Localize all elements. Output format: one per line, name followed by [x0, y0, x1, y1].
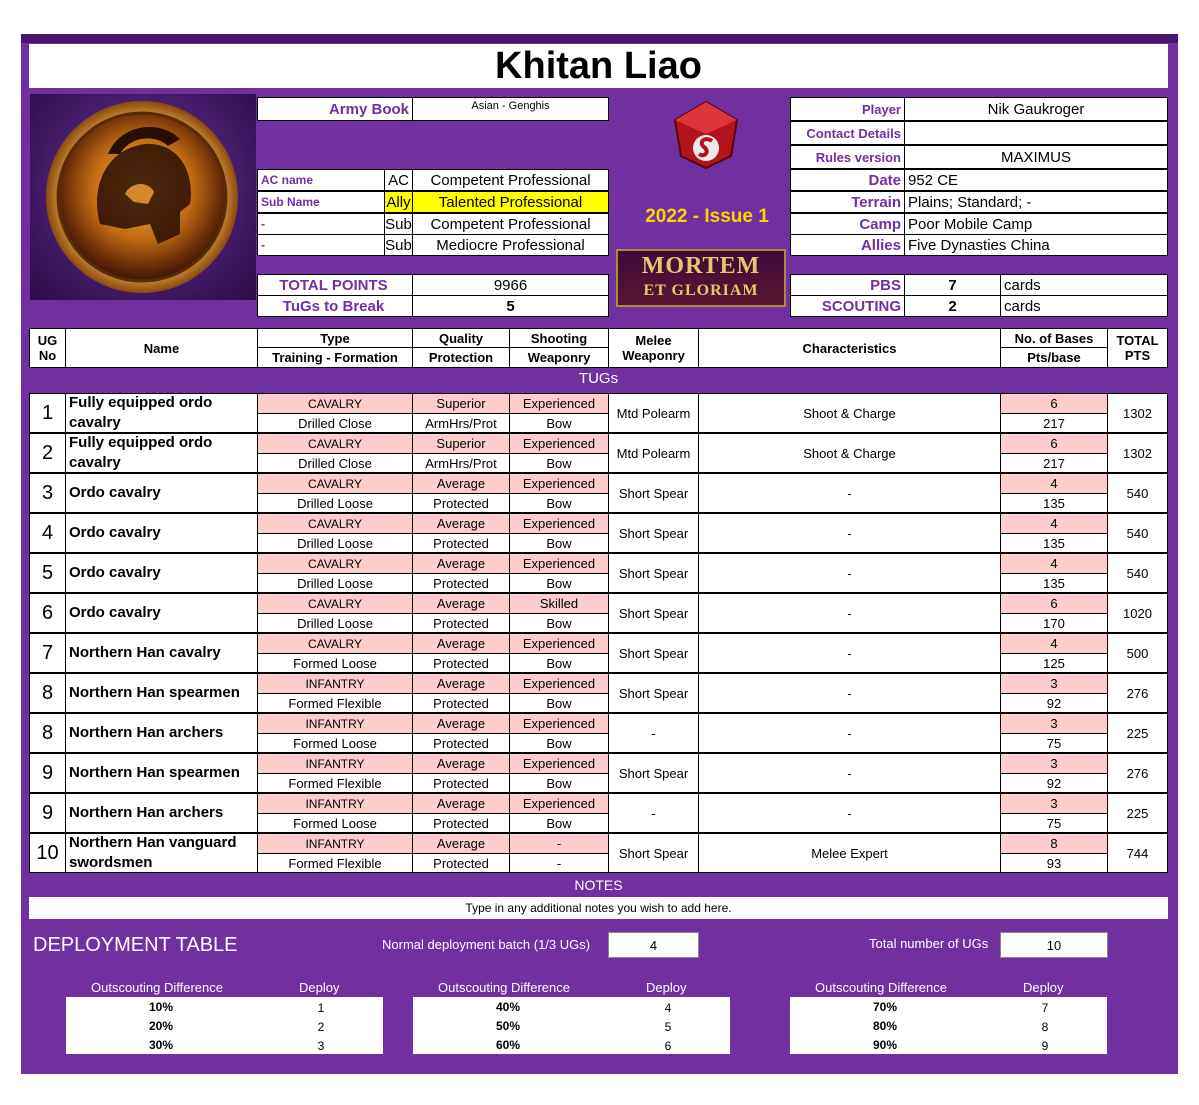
unit-training: Formed Loose — [257, 813, 413, 833]
unit-no: 1 — [29, 393, 66, 433]
info-label: Player — [790, 97, 905, 121]
unit-total: 225 — [1107, 713, 1168, 753]
deploy-value: 3 — [317, 1039, 325, 1053]
ac-row-label: - — [257, 213, 385, 235]
tugs-section-label: TUGs — [578, 370, 619, 387]
unit-protection: Protected — [412, 773, 510, 793]
unit-melee: Mtd Polearm — [608, 433, 699, 473]
info-value[interactable]: Plains; Standard; - — [904, 191, 1168, 213]
unit-pts-base: 135 — [1000, 573, 1108, 593]
unit-name[interactable]: Northern Han archers — [65, 793, 258, 833]
unit-training: Drilled Close — [257, 413, 413, 433]
top-bar — [21, 34, 1178, 43]
unit-weaponry: Bow — [509, 413, 609, 433]
army-book-value[interactable]: Asian - Genghis — [412, 97, 609, 121]
unit-characteristics: - — [698, 553, 1001, 593]
unit-weaponry: Bow — [509, 773, 609, 793]
info-label: Camp — [790, 213, 905, 235]
unit-weaponry: Bow — [509, 453, 609, 473]
unit-weaponry: Bow — [509, 693, 609, 713]
deploy-value: 8 — [1041, 1020, 1049, 1034]
unit-shooting: Experienced — [509, 473, 609, 494]
unit-type: INFANTRY — [257, 753, 413, 774]
unit-characteristics: - — [698, 513, 1001, 553]
unit-shooting: Experienced — [509, 433, 609, 454]
unit-quality: Average — [412, 793, 510, 814]
ac-row-value[interactable]: Mediocre Professional — [412, 234, 609, 256]
unit-bases: 4 — [1000, 553, 1108, 574]
army-title: Khitan Liao — [29, 44, 1168, 88]
unit-pts-base: 92 — [1000, 693, 1108, 713]
unit-total: 276 — [1107, 673, 1168, 713]
unit-quality: Superior — [412, 433, 510, 454]
unit-no: 8 — [29, 673, 66, 713]
unit-total: 744 — [1107, 833, 1168, 873]
unit-total: 540 — [1107, 513, 1168, 553]
unit-characteristics: Shoot & Charge — [698, 393, 1001, 433]
deployment-table-title: DEPLOYMENT TABLE — [33, 934, 238, 956]
header-bases: No. of Bases — [1000, 328, 1108, 348]
deploy-value: 6 — [664, 1039, 672, 1053]
unit-quality: Average — [412, 713, 510, 734]
unit-total: 1020 — [1107, 593, 1168, 633]
tugs-break-label: TuGs to Break — [257, 295, 413, 317]
info-label: Allies — [790, 234, 905, 256]
unit-no: 7 — [29, 633, 66, 673]
unit-weaponry: Bow — [509, 733, 609, 753]
deploy-value: 5 — [664, 1020, 672, 1034]
unit-protection: Protected — [412, 493, 510, 513]
deployment-subtable — [790, 997, 1107, 1054]
ac-row-label: - — [257, 234, 385, 256]
unit-melee: Short Spear — [608, 593, 699, 633]
unit-weaponry: Bow — [509, 653, 609, 673]
pbs-unit: cards — [1000, 274, 1168, 296]
info-value[interactable]: 952 CE — [904, 169, 1168, 191]
unit-protection: Protected — [412, 533, 510, 553]
unit-shooting: Skilled — [509, 593, 609, 614]
ac-row-code: AC — [384, 169, 413, 191]
unit-weaponry: Bow — [509, 613, 609, 633]
unit-bases: 6 — [1000, 393, 1108, 414]
unit-training: Formed Flexible — [257, 773, 413, 793]
unit-training: Formed Flexible — [257, 853, 413, 873]
unit-no: 10 — [29, 833, 66, 873]
unit-total: 1302 — [1107, 433, 1168, 473]
deployment-subtable — [413, 997, 730, 1054]
scouting-label: SCOUTING — [790, 295, 905, 317]
pbs-value: 7 — [904, 274, 1001, 296]
unit-bases: 3 — [1000, 713, 1108, 734]
unit-characteristics: - — [698, 793, 1001, 833]
outscouting-diff: 50% — [495, 1019, 521, 1033]
unit-pts-base: 75 — [1000, 733, 1108, 753]
issue-label: 2022 - Issue 1 — [645, 206, 769, 227]
unit-type: INFANTRY — [257, 713, 413, 734]
unit-name[interactable]: Ordo cavalry — [65, 513, 258, 553]
header-weaponry: Weaponry — [509, 347, 609, 368]
unit-no: 2 — [29, 433, 66, 473]
unit-pts-base: 170 — [1000, 613, 1108, 633]
ac-row-code: Ally — [384, 191, 413, 213]
header-characteristics: Characteristics — [698, 328, 1001, 368]
unit-name[interactable]: Northern Han cavalry — [65, 633, 258, 673]
unit-protection: Protected — [412, 853, 510, 873]
unit-no: 5 — [29, 553, 66, 593]
total-points-value: 9966 — [412, 274, 609, 296]
unit-type: CAVALRY — [257, 633, 413, 654]
batch-label: Normal deployment batch (1/3 UGs) — [382, 937, 591, 952]
deploy-value: 2 — [317, 1020, 325, 1034]
notes-field[interactable]: Type in any additional notes you wish to add here. — [29, 897, 1168, 919]
outscouting-header: Outscouting Difference — [438, 980, 570, 995]
total-points-label: TOTAL POINTS — [257, 274, 413, 296]
unit-no: 3 — [29, 473, 66, 513]
unit-melee: Short Spear — [608, 673, 699, 713]
info-value[interactable]: Five Dynasties China — [904, 234, 1168, 256]
info-label: Rules version — [790, 145, 905, 169]
unit-melee: Short Spear — [608, 833, 699, 873]
unit-bases: 6 — [1000, 593, 1108, 614]
unit-no: 4 — [29, 513, 66, 553]
header-training: Training - Formation — [257, 347, 413, 368]
unit-melee: Short Spear — [608, 513, 699, 553]
unit-weaponry: Bow — [509, 493, 609, 513]
unit-shooting: - — [509, 833, 609, 854]
unit-protection: Protected — [412, 653, 510, 673]
notes-section-label: NOTES — [574, 877, 623, 893]
unit-name[interactable]: Ordo cavalry — [65, 473, 258, 513]
unit-protection: Protected — [412, 613, 510, 633]
unit-pts-base: 135 — [1000, 493, 1108, 513]
info-value[interactable]: Poor Mobile Camp — [904, 213, 1168, 235]
header-ug-no: UG No — [29, 328, 66, 368]
unit-quality: Average — [412, 593, 510, 614]
unit-characteristics: Shoot & Charge — [698, 433, 1001, 473]
total-ugs-value: 10 — [1000, 932, 1108, 958]
unit-bases: 4 — [1000, 633, 1108, 654]
unit-characteristics: - — [698, 713, 1001, 753]
unit-quality: Average — [412, 513, 510, 534]
header-melee: Melee Weaponry — [608, 328, 699, 368]
unit-bases: 6 — [1000, 433, 1108, 454]
unit-protection: Protected — [412, 693, 510, 713]
deploy-value: 1 — [317, 1001, 325, 1015]
info-label: Contact Details — [790, 121, 905, 145]
unit-weaponry: Bow — [509, 533, 609, 553]
outscouting-header: Outscouting Difference — [815, 980, 947, 995]
unit-shooting: Experienced — [509, 673, 609, 694]
unit-name[interactable]: Northern Han spearmen — [65, 673, 258, 713]
unit-bases: 8 — [1000, 833, 1108, 854]
unit-training: Formed Loose — [257, 733, 413, 753]
unit-pts-base: 135 — [1000, 533, 1108, 553]
unit-total: 276 — [1107, 753, 1168, 793]
unit-melee: - — [608, 793, 699, 833]
info-value[interactable]: Nik Gaukroger — [904, 97, 1168, 121]
unit-weaponry: Bow — [509, 573, 609, 593]
unit-type: CAVALRY — [257, 473, 413, 494]
header-shooting: Shooting — [509, 328, 609, 348]
ac-row-value[interactable]: Talented Professional — [412, 191, 609, 213]
unit-type: CAVALRY — [257, 553, 413, 574]
unit-training: Drilled Loose — [257, 493, 413, 513]
unit-quality: Average — [412, 553, 510, 574]
header-quality: Quality — [412, 328, 510, 348]
pbs-label: PBS — [790, 274, 905, 296]
unit-characteristics: - — [698, 753, 1001, 793]
unit-total: 540 — [1107, 553, 1168, 593]
unit-no: 8 — [29, 713, 66, 753]
unit-shooting: Experienced — [509, 753, 609, 774]
unit-bases: 3 — [1000, 793, 1108, 814]
unit-name[interactable]: Fully equipped ordo cavalry — [65, 393, 258, 433]
unit-quality: Average — [412, 753, 510, 774]
unit-name[interactable]: Fully equipped ordo cavalry — [65, 433, 258, 473]
unit-name[interactable]: Ordo cavalry — [65, 553, 258, 593]
unit-training: Drilled Loose — [257, 533, 413, 553]
info-label: Terrain — [790, 191, 905, 213]
unit-pts-base: 75 — [1000, 813, 1108, 833]
outscouting-diff: 90% — [872, 1038, 898, 1052]
unit-name[interactable]: Northern Han spearmen — [65, 753, 258, 793]
unit-melee: Short Spear — [608, 553, 699, 593]
unit-no: 6 — [29, 593, 66, 633]
unit-type: CAVALRY — [257, 513, 413, 534]
unit-quality: Superior — [412, 393, 510, 414]
unit-training: Drilled Loose — [257, 573, 413, 593]
unit-type: INFANTRY — [257, 673, 413, 694]
outscouting-diff: 30% — [148, 1038, 174, 1052]
unit-weaponry: - — [509, 853, 609, 873]
total-ugs-label: Total number of UGs — [869, 936, 989, 951]
unit-name[interactable]: Northern Han archers — [65, 713, 258, 753]
unit-shooting: Experienced — [509, 393, 609, 414]
deploy-value: 9 — [1041, 1039, 1049, 1053]
scouting-unit: cards — [1000, 295, 1168, 317]
outscouting-header: Outscouting Difference — [91, 980, 223, 995]
deploy-header: Deploy — [299, 980, 340, 995]
unit-quality: Average — [412, 473, 510, 494]
unit-protection: ArmHrs/Prot — [412, 453, 510, 473]
deploy-header: Deploy — [1023, 980, 1064, 995]
army-book-label: Army Book — [257, 97, 413, 121]
unit-type: CAVALRY — [257, 433, 413, 454]
info-value[interactable] — [904, 121, 1168, 145]
unit-characteristics: - — [698, 473, 1001, 513]
unit-protection: ArmHrs/Prot — [412, 413, 510, 433]
unit-pts-base: 125 — [1000, 653, 1108, 673]
unit-name[interactable]: Northern Han vanguard swordsmen — [65, 833, 258, 873]
unit-no: 9 — [29, 753, 66, 793]
unit-pts-base: 217 — [1000, 413, 1108, 433]
unit-quality: Average — [412, 833, 510, 854]
unit-characteristics: - — [698, 633, 1001, 673]
ac-row-value[interactable]: Competent Professional — [412, 169, 609, 191]
outscouting-diff: 60% — [495, 1038, 521, 1052]
unit-bases: 4 — [1000, 473, 1108, 494]
header-total: TOTAL PTS — [1107, 328, 1168, 368]
unit-characteristics: - — [698, 593, 1001, 633]
unit-quality: Average — [412, 633, 510, 654]
header-name: Name — [65, 328, 258, 368]
unit-total: 500 — [1107, 633, 1168, 673]
unit-bases: 4 — [1000, 513, 1108, 534]
army-sheet — [21, 34, 1178, 1074]
deploy-value: 4 — [664, 1001, 672, 1015]
deployment-subtable — [66, 997, 383, 1054]
unit-training: Drilled Loose — [257, 613, 413, 633]
unit-no: 9 — [29, 793, 66, 833]
unit-melee: Short Spear — [608, 633, 699, 673]
unit-shooting: Experienced — [509, 553, 609, 574]
unit-characteristics: - — [698, 673, 1001, 713]
unit-characteristics: Melee Expert — [698, 833, 1001, 873]
dice-logo-icon — [669, 98, 743, 172]
deploy-header: Deploy — [646, 980, 687, 995]
unit-shooting: Experienced — [509, 793, 609, 814]
ac-row-code: Sub — [384, 234, 413, 256]
helmet-shield-icon — [30, 94, 256, 300]
unit-weaponry: Bow — [509, 813, 609, 833]
unit-type: CAVALRY — [257, 593, 413, 614]
scouting-value: 2 — [904, 295, 1001, 317]
outscouting-diff: 20% — [148, 1019, 174, 1033]
deploy-value: 7 — [1041, 1001, 1049, 1015]
mortem-et-gloriam-logo: MORTEM ET GLORIAM — [616, 249, 786, 307]
unit-pts-base: 92 — [1000, 773, 1108, 793]
unit-shooting: Experienced — [509, 713, 609, 734]
unit-melee: Short Spear — [608, 473, 699, 513]
unit-protection: Protected — [412, 573, 510, 593]
unit-total: 540 — [1107, 473, 1168, 513]
info-value[interactable]: MAXIMUS — [904, 145, 1168, 169]
unit-melee: Mtd Polearm — [608, 393, 699, 433]
ac-row-code: Sub — [384, 213, 413, 235]
unit-training: Formed Loose — [257, 653, 413, 673]
info-label: Date — [790, 169, 905, 191]
unit-protection: Protected — [412, 813, 510, 833]
unit-type: CAVALRY — [257, 393, 413, 414]
unit-type: INFANTRY — [257, 833, 413, 854]
unit-pts-base: 217 — [1000, 453, 1108, 473]
header-ptsbase: Pts/base — [1000, 347, 1108, 368]
header-type: Type — [257, 328, 413, 348]
tugs-break-value: 5 — [412, 295, 609, 317]
ac-row-value[interactable]: Competent Professional — [412, 213, 609, 235]
unit-type: INFANTRY — [257, 793, 413, 814]
unit-bases: 3 — [1000, 753, 1108, 774]
unit-training: Formed Flexible — [257, 693, 413, 713]
unit-shooting: Experienced — [509, 633, 609, 654]
unit-name[interactable]: Ordo cavalry — [65, 593, 258, 633]
outscouting-diff: 10% — [148, 1000, 174, 1014]
outscouting-diff: 40% — [495, 1000, 521, 1014]
unit-shooting: Experienced — [509, 513, 609, 534]
ac-row-label: Sub Name — [257, 191, 385, 213]
outscouting-diff: 70% — [872, 1000, 898, 1014]
ac-row-label: AC name — [257, 169, 385, 191]
batch-value: 4 — [608, 932, 699, 958]
unit-protection: Protected — [412, 733, 510, 753]
unit-melee: Short Spear — [608, 753, 699, 793]
unit-bases: 3 — [1000, 673, 1108, 694]
unit-melee: - — [608, 713, 699, 753]
header-protection: Protection — [412, 347, 510, 368]
unit-total: 225 — [1107, 793, 1168, 833]
unit-total: 1302 — [1107, 393, 1168, 433]
outscouting-diff: 80% — [872, 1019, 898, 1033]
unit-quality: Average — [412, 673, 510, 694]
unit-pts-base: 93 — [1000, 853, 1108, 873]
unit-training: Drilled Close — [257, 453, 413, 473]
